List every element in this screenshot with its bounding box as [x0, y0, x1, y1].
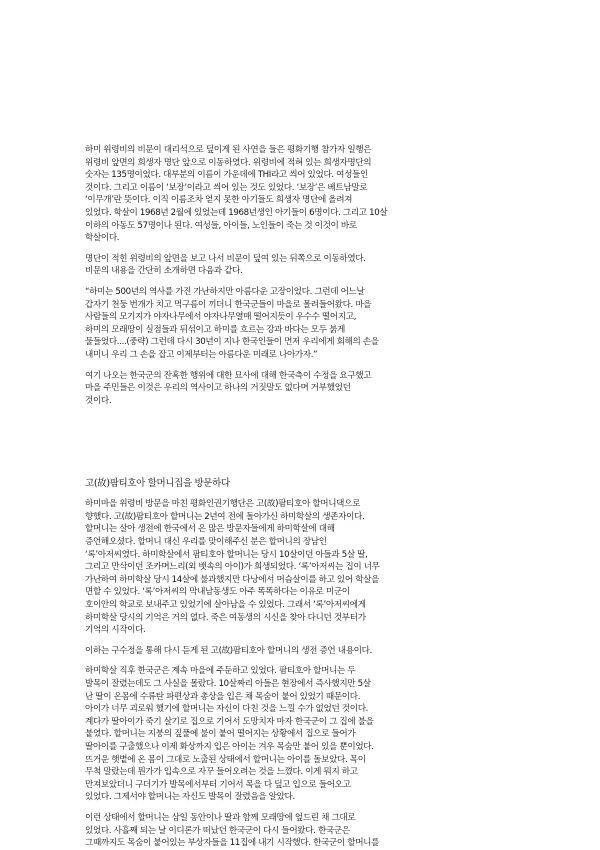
- text-line: 하미학살 직후 한국군은 계속 마을에 주둔하고 있었다. 팜티호아 할머니는 두: [85, 666, 356, 677]
- text-line: 마을 주민들은 이것은 우리의 역사이고 하나의 거짓말도 없다며 거부했었던: [85, 383, 351, 394]
- text-line: 뜨거운 햇볕에 온 몸이 그대로 노출된 상태에서 할머니는 아이를 돌보았다. 목이: [85, 754, 366, 765]
- text-line: 하미 위령비의 비문이 대리석으로 덮이게 된 사연을 들은 평화기행 참가자 일행은: [85, 145, 372, 155]
- paragraph-testimony-intro: [85, 645, 515, 658]
- text-line: 만져보았더니 구더기가 발목에서부터 기어서 목을 다 덮고 입으로 들어오고: [85, 779, 351, 790]
- text-line: 기억의 시작이다.: [85, 625, 146, 636]
- text-line: 호이안의 학교로 보내주고 있었기에 살아남을 수 있었다. 그래서 ‘록’아저씨에게: [85, 600, 366, 611]
- text-line: “하미는 500년의 역사를 가진 가난하지만 아름다운 고장이었다. 그런데 어느날: [85, 286, 365, 297]
- paragraph-inscription-quote: [85, 286, 515, 362]
- text-line: 비문의 내용을 간단히 소개하면 다음과 같다.: [85, 266, 243, 277]
- text-line: 명단이 적힌 위령비의 앞면을 보고 나서 비문이 덮여 있는 뒤쪽으로 이동하였다.: [85, 253, 366, 264]
- paragraph-visit-house: [85, 498, 515, 637]
- text-line: 있었다. 학살이 1968년 2월에 있었는데 1968년생인 아기들이 6명이다. 그리고 10살: [85, 207, 388, 218]
- document-page: [85, 144, 515, 850]
- text-line: 하미학살 당시의 기억은 거의 없다. 죽은 여동생의 시신을 찾아 다니던 것부터가: [85, 612, 366, 623]
- text-line: 내미니 우리 그 손을 잡고 이제부터는 아름다운 미래로 나아가자.”: [85, 349, 318, 360]
- text-line: 그때까지도 목숨이 붙어있는 부상자들을 11집에 내기 시작했다. 한국군이 할머니를: [85, 838, 380, 849]
- text-line: 무척 말랐는데 뭔가가 입속으로 자꾸 들어오려는 것을 느꼈다. 이게 뭐지 하고: [85, 767, 358, 778]
- text-line: 난 딸이 온몸에 수류탄 파편상과 총상을 입은 채 목숨이 붙어 있었기 때문이다.: [85, 691, 361, 702]
- text-line: 이런 상태에서 할머니는 삼일 동안이나 딸과 함께 모래땅에 엎드린 채 그대로: [85, 812, 356, 823]
- text-line: 이하의 아동도 57명이나 된다. 여성들, 아이들, 노인들이 죽는 것 이것이 바로: [85, 220, 357, 231]
- text-line: 딸아이를 구출했으나 이제 화상까지 입은 아이는 겨우 목숨만 붙어 있을 뿐이었다.: [85, 741, 374, 752]
- heading-text: 고(故)팜티호아 할머니집을 방문하다: [85, 478, 230, 490]
- text-line: ‘이무개’란 뜻이다. 이직 이름조차 얻지 못한 아기들도 희생자 명단에 올려져: [85, 195, 353, 206]
- text-line: 향했다. 고(故)팜티호아 할머니는 2년여 전에 돌아가신 하미학살의 생존자이다.: [85, 511, 365, 522]
- text-line: 것이다. 그리고 이름이 ‘보장’이라고 씌어 있는 것도 있었다. ‘보장’은 베트남말로: [85, 182, 368, 193]
- text-line: 계다가 딸아이가 죽기 살기로 집으로 기어서 도망치자 마자 한국군이 그 집에 불을: [85, 716, 374, 727]
- paragraph-revision-request: [85, 370, 515, 408]
- text-line: 할머니는 살아 생전에 한국에서 온 많은 방문자들에게 하미학살에 대해: [85, 524, 335, 535]
- text-line: 아이가 너무 괴로워 했기에 할머니는 자신이 다친 것을 느낄 수가 없었던 것이다.: [85, 704, 369, 715]
- text-line: 사람들의 모기지가 야자나무에서 야자나무열매 떨어지듯이 우수수 떨어지고,: [85, 312, 357, 323]
- text-line: 위령비 앞면의 희생자 명단 앞으로 이동하였다. 위령비에 적혀 있는 희생자명단의: [85, 157, 372, 168]
- text-line: 갑자기 천둥 번개가 치고 먹구름이 끼더니 한국군들이 마을로 몰려들어왔다. 마을: [85, 299, 372, 310]
- paragraph-three-days: [85, 812, 515, 850]
- text-line: 하미의 모래땅이 실점들과 뒤섞이고 하미를 흐르는 강과 바다는 모두 붉게: [85, 324, 345, 335]
- text-line: 물들었다....(중략) 그런데 다시 30년이 지나 한국인들이 먼저 우리에게 회해의 손을: [85, 337, 379, 348]
- text-line: 가난하여 하미학살 당시 14살에 불과했지만 다낭에서 머슴살이를 하고 있어 학살을: [85, 574, 380, 585]
- text-line: 것이다.: [85, 395, 112, 406]
- text-line: ‘록’아저씨였다. 하미학살에서 팜티호아 할머니는 당시 10살이던 아들과 5살 딸,: [85, 549, 368, 560]
- text-line: 여기 나오는 한국군의 잔혹한 행위에 대한 묘사에 대해 한국측이 수정을 요구했고: [85, 370, 372, 381]
- text-line: 하미마을 위령비 방문을 마친 평화인권기행단은 고(故)팜티호아 할머니댁으로: [85, 499, 361, 510]
- text-line: 학살이다.: [85, 233, 120, 244]
- text-line: 이하는 구수정을 통해 다시 듣게 된 고(故)팜티호아 할머니의 생전 증언 내용이다.: [85, 645, 372, 656]
- text-line: 발목이 잘렸는데도 그 사실을 몰랐다. 10살짜리 아들은 현장에서 즉사했지만 5살: [85, 679, 371, 689]
- text-line: 있었다. 사흘째 되는 날 이디론가 떠났던 한국군이 다시 들어왔다. 한국군은: [85, 825, 350, 836]
- text-line: 숫자는 135명이었다. 대부분의 이름이 가운데에 THI라고 씌어 있었다. 여성들인: [85, 170, 368, 181]
- text-line: 있었다. 그제서야 할머니는 자신도 발목이 잘렸음을 알았다.: [85, 792, 295, 803]
- text-line: 증언해오셨다. 할머니 대신 우리를 맞이해주신 분은 할머니의 장남인: [85, 537, 327, 548]
- text-line: 그리고 만삭이던 조카며느리(외 뱃속의 아이)가 희생되었다. ‘록’아저씨는 집이 너무: [85, 562, 380, 573]
- paragraph-move-to-back: [85, 253, 515, 278]
- text-line: 붙였다. 할머니는 지붕의 짚풀에 불이 붙어 떨어지는 상황에서 집으로 들어가: [85, 729, 356, 740]
- paragraph-memorial-names: [85, 144, 515, 245]
- paragraph-testimony: [85, 665, 515, 804]
- text-line: 면할 수 있었다. ‘록’아저씨의 막내남동생도 아주 똑똑하다는 이유로 미군이: [85, 587, 350, 598]
- section-heading: [85, 477, 515, 490]
